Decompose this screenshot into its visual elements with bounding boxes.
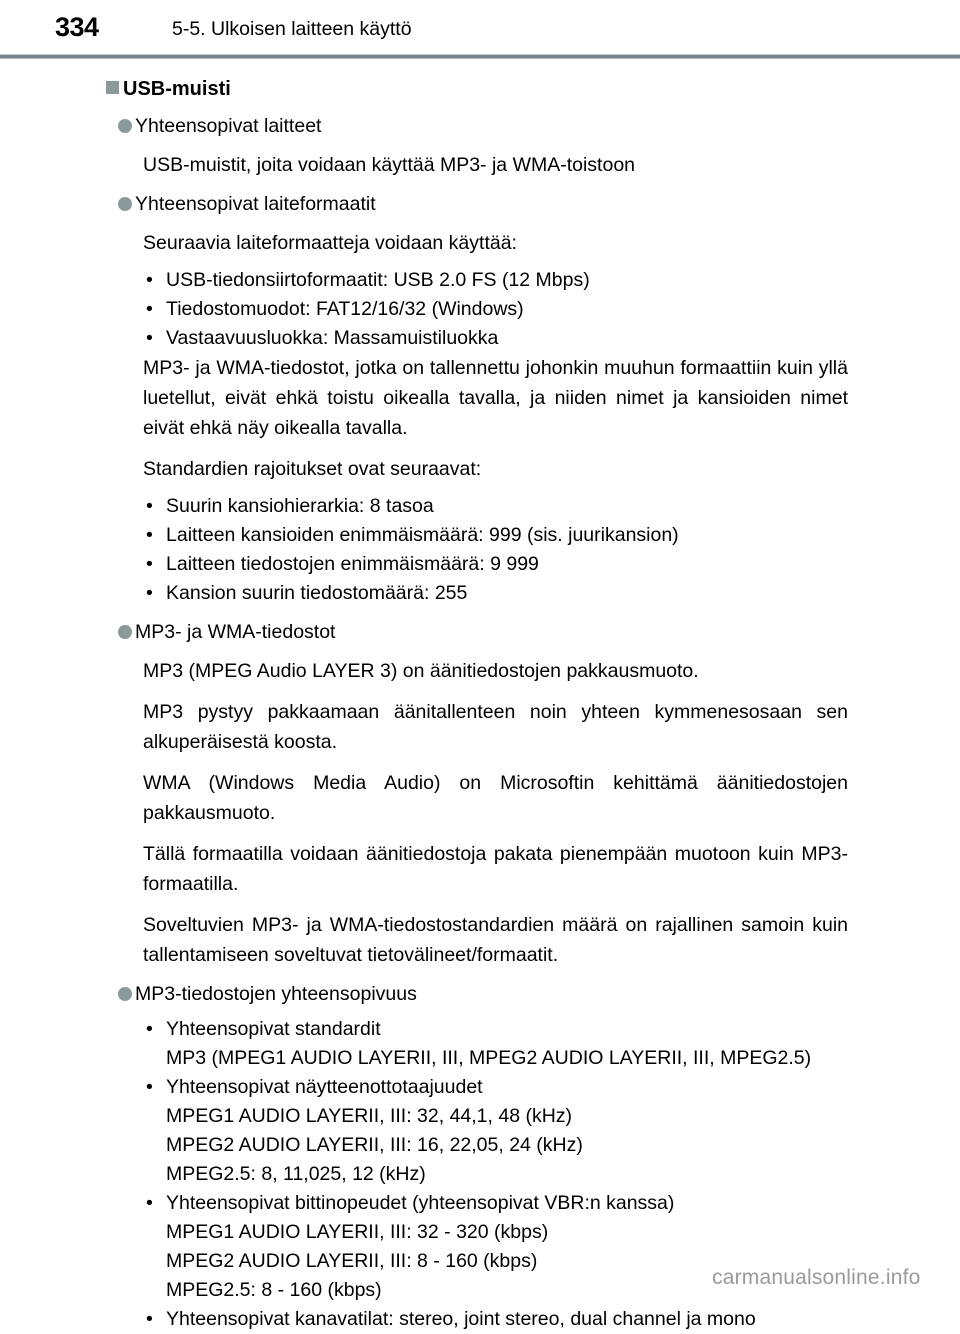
paragraph-mp3-compression: MP3 pystyy pakkaamaan äänitallenteen noin yhteen kymmenesosaan sen alkuperäisestä koosta. [143,701,848,753]
subsection-label: Yhteensopivat laiteformaatit [135,193,376,215]
list-item [143,550,848,579]
list-item-detail: MPEG2.5: 8, 11,025, 12 (kHz) [166,1163,426,1185]
dot-bullet-icon [118,987,132,1001]
page-number: 334 [55,12,99,42]
list-item-label: USB-tiedonsiirtoformaatit: USB 2.0 FS (12 Mbps) [166,269,590,291]
list-item-label: Yhteensopivat näytteenottotaajuudet [166,1076,483,1098]
dash-bullet-icon: • [146,1192,153,1214]
list-item-label: Kansion suurin tiedostomäärä: 255 [166,582,468,604]
list-item-detail: MPEG2 AUDIO LAYERII, III: 8 - 160 (kbps) [166,1250,538,1272]
paragraph-compatible-devices: USB-muistit, joita voidaan käyttää MP3- ja WMA-toistoon [143,154,636,176]
list-item [143,1015,848,1073]
list-item-label: Suurin kansiohierarkia: 8 tasoa [166,495,434,517]
paragraph-format-note: MP3- ja WMA-tiedostot, jotka on tallennettu johonkin muuhun formaattiin kuin yllä luetellut, eivät ehkä toistu oikealla tavalla, ja niiden nimet ja kansioiden nimet eivät ehkä näy oikealla tavalla. [143,357,848,439]
dash-bullet-icon: • [146,1076,153,1098]
list-item [143,295,848,324]
paragraph-mp3-definition: MP3 (MPEG Audio LAYER 3) on äänitiedostojen pakkausmuoto. [143,660,699,682]
list-item [143,324,848,353]
list-item-label: Yhteensopivat bittinopeudet (yhteensopivat VBR:n kanssa) [166,1192,675,1214]
dash-bullet-icon: • [146,582,153,604]
subsection-title-compatible-formats [118,191,960,217]
list-item-detail: MPEG2.5: 8 - 160 (kbps) [166,1279,382,1301]
subsection-title-mp3-wma-files [118,619,960,645]
subsection-title-mp3-compatibility [118,981,960,1007]
subsection-label: Yhteensopivat laitteet [135,115,322,137]
dash-bullet-icon: • [146,1308,153,1330]
list-item [143,266,848,295]
section-heading [106,76,960,102]
paragraph-wma-compression: Tällä formaatilla voidaan äänitiedostoja pakata pienempään muotoon kuin MP3-formaatilla. [143,843,848,895]
header-divider [0,54,960,59]
dot-bullet-icon [118,197,132,211]
list-item-detail: MPEG2 AUDIO LAYERII, III: 16, 22,05, 24 (kHz) [166,1134,583,1156]
dot-bullet-icon [118,119,132,133]
list-item [143,521,848,550]
subsection-label: MP3- ja WMA-tiedostot [135,621,336,643]
footer-watermark: carmanualsonline.info [712,1266,921,1289]
subsection-label: MP3-tiedostojen yhteensopivuus [135,983,417,1005]
list-item-label: Yhteensopivat standardit [166,1018,381,1040]
page-content [0,76,960,1334]
paragraph-wma-definition: WMA (Windows Media Audio) on Microsoftin kehittämä äänitiedostojen pakkausmuoto. [143,772,848,824]
paragraph-formats-intro: Seuraavia laiteformaatteja voidaan käyttää: [143,232,517,254]
list-item [143,492,848,521]
list-item-label: Laitteen tiedostojen enimmäismäärä: 9 999 [166,553,539,575]
list-item-label: Yhteensopivat kanavatilat: stereo, joint stereo, dual channel ja mono [166,1308,756,1330]
dash-bullet-icon: • [146,553,153,575]
list-item [143,579,848,608]
list-item [143,1305,848,1334]
dash-bullet-icon: • [146,298,153,320]
paragraph-standards-limited: Soveltuvien MP3- ja WMA-tiedostostandardien määrä on rajallinen samoin kuin tallentamiseen soveltuvat tietovälineet/formaatit. [143,914,848,966]
dash-bullet-icon: • [146,269,153,291]
list-standard-limits [143,492,848,608]
list-item-label: Tiedostomuodot: FAT12/16/32 (Windows) [166,298,524,320]
section-heading-label: USB-muisti [123,78,231,100]
list-device-formats [143,266,848,353]
list-item [143,1073,848,1189]
square-bullet-icon [106,81,119,94]
list-item-label: Laitteen kansioiden enimmäismäärä: 999 (sis. juurikansion) [166,524,679,546]
dot-bullet-icon [118,625,132,639]
paragraph-standards-intro: Standardien rajoitukset ovat seuraavat: [143,458,482,480]
list-item-detail: MP3 (MPEG1 AUDIO LAYERII, III, MPEG2 AUDIO LAYERII, III, MPEG2.5) [166,1047,812,1069]
dash-bullet-icon: • [146,524,153,546]
list-item-detail: MPEG1 AUDIO LAYERII, III: 32, 44,1, 48 (kHz) [166,1105,573,1127]
page-header [0,0,960,58]
subsection-title-compatible-devices [118,113,960,139]
dash-bullet-icon: • [146,327,153,349]
dash-bullet-icon: • [146,495,153,517]
dash-bullet-icon: • [146,1018,153,1040]
list-item-label: Vastaavuusluokka: Massamuistiluokka [166,327,499,349]
page-title: 5-5. Ulkoisen laitteen käyttö [172,18,412,40]
list-item-detail: MPEG1 AUDIO LAYERII, III: 32 - 320 (kbps) [166,1221,549,1243]
